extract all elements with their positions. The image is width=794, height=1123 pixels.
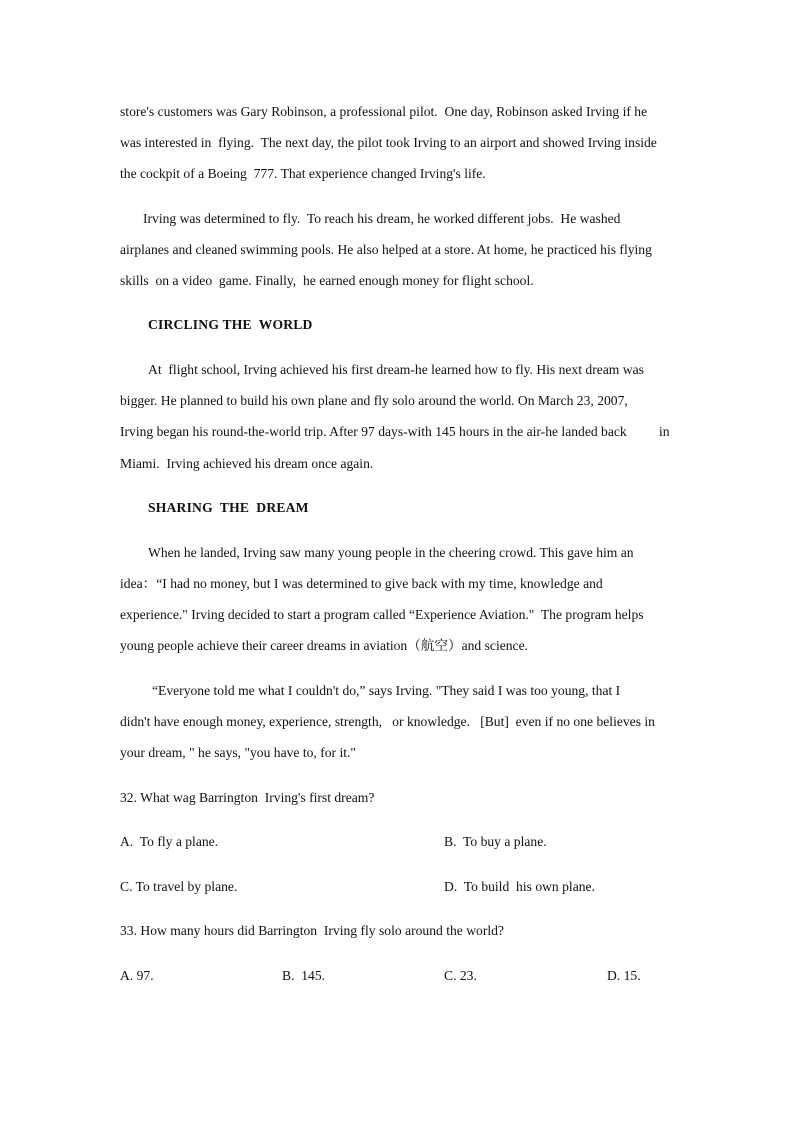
option-c: C. To travel by plane. (120, 879, 238, 894)
option-c: C. 23. (444, 968, 477, 983)
text-line: bigger. He planned to build his own plane and fly solo around the world. On March 23, 2007, (120, 393, 628, 408)
text-line: When he landed, Irving saw many young people in the cheering crowd. This gave him an (148, 545, 634, 560)
question-stem: 32. What wag Barrington Irving's first dream? (120, 790, 375, 805)
option-d: D. To build his own plane. (444, 879, 595, 894)
text-line: Miami. Irving achieved his dream once again. (120, 456, 374, 471)
text-line: the cockpit of a Boeing 777. That experience changed Irving's life. (120, 166, 486, 181)
option-a: A. To fly a plane. (120, 834, 219, 849)
section-heading-circling-the-world: CIRCLING THE WORLD (148, 317, 313, 332)
text-line: in (659, 424, 670, 439)
question-stem: 33. How many hours did Barrington Irving fly solo around the world? (120, 923, 504, 938)
text-line: your dream, " he says, "you have to, for it." (120, 745, 356, 760)
text-line: skills on a video game. Finally, he earned enough money for flight school. (120, 273, 534, 288)
option-b: B. 145. (282, 968, 326, 983)
text-line: Irving was determined to fly. To reach his dream, he worked different jobs. He washed (143, 211, 621, 226)
text-line: airplanes and cleaned swimming pools. He also helped at a store. At home, he practiced his flying (120, 242, 652, 257)
option-b: B. To buy a plane. (444, 834, 547, 849)
text-line: At flight school, Irving achieved his first dream-he learned how to fly. His next dream was (148, 362, 644, 377)
text-line: experience." Irving decided to start a program called “Experience Aviation." The program helps (120, 607, 644, 622)
option-d: D. 15. (607, 968, 641, 983)
text-line: didn't have enough money, experience, strength, or knowledge. [But] even if no one believes in (120, 714, 655, 729)
option-a: A. 97. (120, 968, 154, 983)
text-line: was interested in flying. The next day, the pilot took Irving to an airport and showed Irving inside (120, 135, 657, 150)
text-line: young people achieve their career dreams in aviation（航空）and science. (120, 638, 529, 653)
text-line: Irving began his round-the-world trip. After 97 days-with 145 hours in the air-he landed back (120, 424, 627, 439)
text-line: store's customers was Gary Robinson, a professional pilot. One day, Robinson asked Irving if he (120, 104, 648, 119)
text-line: “Everyone told me what I couldn't do,” says Irving. "They said I was too young, that I (152, 683, 621, 698)
section-heading-sharing-the-dream: SHARING THE DREAM (148, 500, 309, 515)
text-line: idea：“I had no money, but I was determined to give back with my time, knowledge and (120, 576, 603, 591)
